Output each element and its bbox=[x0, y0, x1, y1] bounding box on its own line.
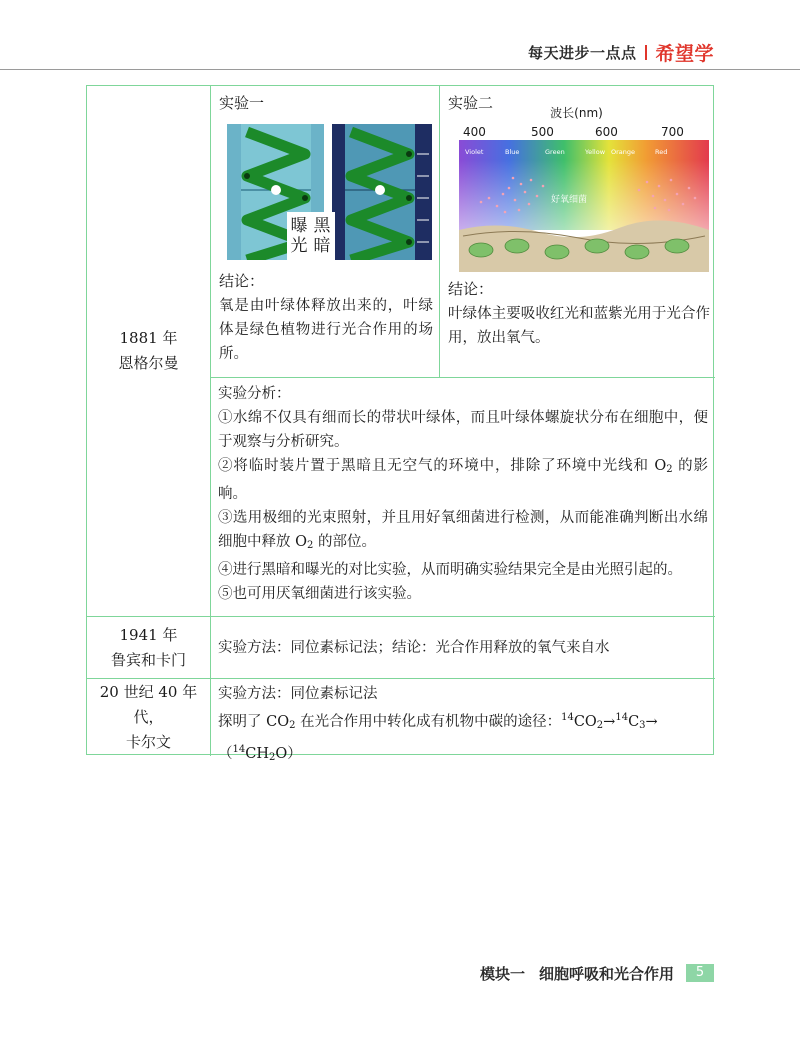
spectrum-band: Red bbox=[655, 148, 668, 156]
experiment-one-conclusion: 氧是由叶绿体释放出来的，叶绿体是绿色植物进行光合作用的场所。 bbox=[219, 298, 433, 362]
header-slogan: 每天进步一点点 bbox=[527, 43, 637, 62]
analysis-title: 实验分析： bbox=[218, 386, 291, 402]
wavelength-tick: 500 bbox=[531, 125, 554, 139]
calvin-pathway: 探明了 $CO_2$ 在光合作用中转化成有机物中碳的途径：$^{14}CO_2\to^{14}C_3\to$ bbox=[218, 712, 658, 731]
analysis-point-2: ②将临时装片置于黑暗且无空气的环境中，排除了环境中光线和 $O_2$ 的影响。 bbox=[218, 458, 708, 502]
era-year: 1881 年 bbox=[119, 329, 178, 347]
experiment-one-title: 实验一 bbox=[219, 94, 265, 112]
row-1940s-content bbox=[218, 682, 710, 770]
experiment-analysis bbox=[218, 382, 708, 606]
spectrum-band: Blue bbox=[505, 148, 520, 156]
spectrum-band: Violet bbox=[465, 148, 484, 156]
era-year: 20 世纪 40 年代， bbox=[99, 683, 198, 726]
conclusion-label: 结论： bbox=[219, 272, 265, 290]
header-rule bbox=[0, 69, 800, 70]
era-cell-1941 bbox=[87, 617, 210, 678]
row-1940s-method: 实验方法：同位素标记法 bbox=[218, 686, 378, 702]
experiment-two-title: 实验二 bbox=[448, 94, 494, 112]
spirogyra-figure bbox=[227, 124, 432, 260]
row-1941-content: 实验方法：同位素标记法；结论：光合作用释放的氧气来自水 bbox=[218, 640, 610, 656]
calvin-pathway-end: $(^{14}CH_2O)$ bbox=[218, 744, 302, 763]
history-table bbox=[86, 85, 714, 763]
spectrum-illustration bbox=[459, 140, 709, 272]
page-number: 5 bbox=[686, 964, 714, 982]
brand-logo: 希望学 bbox=[655, 42, 714, 65]
dark-label: 黑暗 bbox=[313, 216, 331, 256]
era-scientist: 鲁宾和卡门 bbox=[110, 650, 186, 669]
analysis-point-4: ④进行黑暗和曝光的对比实验，从而明确实验结果完全是由光照引起的。 bbox=[218, 562, 682, 578]
wavelength-title: 波长(nm) bbox=[550, 106, 603, 120]
absorption-spectrum-figure bbox=[439, 104, 714, 272]
footer-topic: 细胞呼吸和光合作用 bbox=[538, 964, 674, 983]
spectrum-panel bbox=[459, 140, 709, 272]
experiment-two-conclusion: 叶绿体主要吸收红光和蓝紫光用于光合作用，放出氧气。 bbox=[448, 306, 710, 346]
era-scientist: 卡尔文 bbox=[125, 733, 171, 751]
analysis-point-3: ③选用极细的光束照射，并且用好氧细菌进行检测，从而能准确判断出水绵细胞中释放 $O_2$ 的部位。 bbox=[218, 510, 708, 551]
era-cell-1881 bbox=[87, 86, 210, 616]
spectrum-band: Green bbox=[545, 148, 565, 156]
analysis-point-5: ⑤也可用厌氧细菌进行该实验。 bbox=[218, 586, 421, 602]
aerobic-bacteria-label: 好氧细菌 bbox=[551, 195, 588, 205]
table-divider bbox=[210, 377, 715, 378]
page-footer bbox=[480, 962, 714, 984]
era-scientist: 恩格尔曼 bbox=[118, 354, 179, 372]
conclusion-label: 结论： bbox=[448, 280, 494, 298]
analysis-point-1: ①水绵不仅具有细而长的带状叶绿体，而且叶绿体螺旋状分布在细胞中，便于观察与分析研究。 bbox=[218, 410, 708, 450]
spectrum-band: Orange bbox=[611, 148, 636, 156]
table-divider bbox=[210, 86, 211, 756]
page-header bbox=[528, 40, 714, 64]
era-cell-1940s bbox=[87, 679, 210, 756]
header-divider bbox=[645, 45, 647, 60]
era-year: 1941 年 bbox=[119, 625, 178, 644]
footer-module: 模块一 bbox=[479, 964, 525, 983]
exposed-label: 曝光 bbox=[290, 216, 308, 256]
wavelength-tick: 600 bbox=[595, 125, 618, 139]
wavelength-tick: 700 bbox=[661, 125, 684, 139]
spectrum-band: Yellow bbox=[585, 148, 606, 156]
wavelength-tick: 400 bbox=[463, 125, 486, 139]
